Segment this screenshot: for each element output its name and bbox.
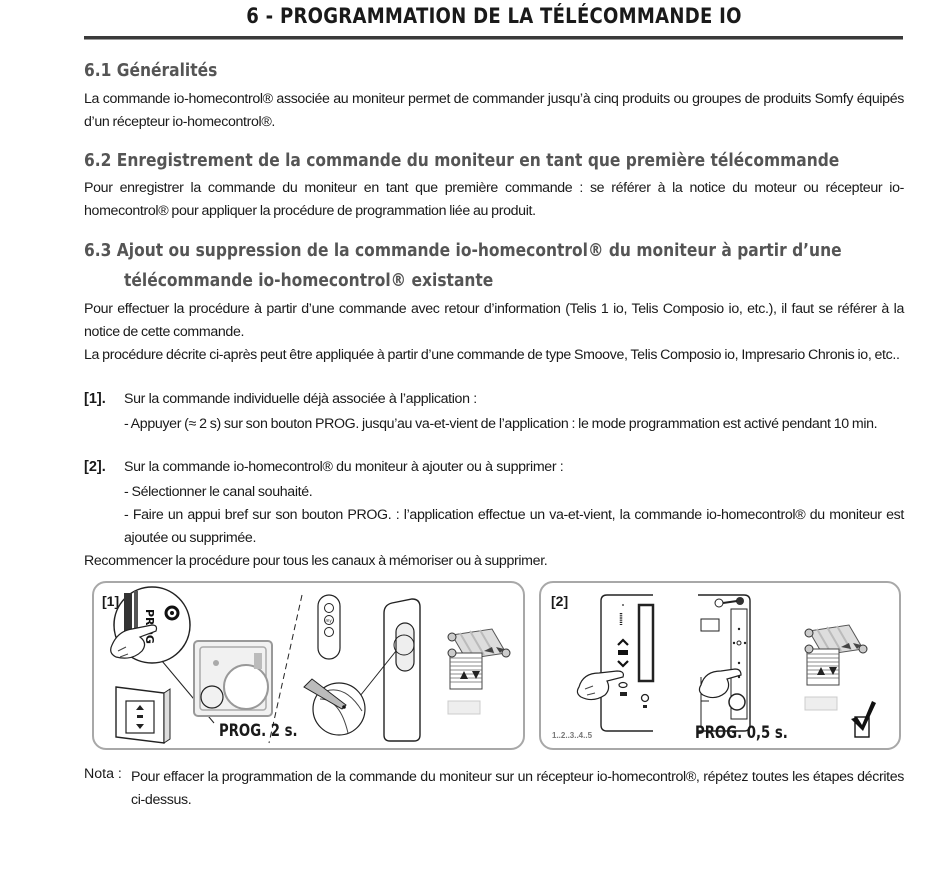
figure-1-label: [1] [102,593,120,609]
svg-text:my: my [325,618,332,623]
step-2-label: [2]. [84,459,106,475]
step-2-substep-1: - Sélectionner le canal souhaité. [124,484,313,500]
figure-2-label: [2] [551,593,569,609]
step-1-label: [1]. [84,391,106,407]
figure-2 [539,581,901,750]
figure-1-illustration [94,583,523,748]
figure-1-caption: PROG. 2 s. [219,721,298,741]
step-2-text: Sur la commande io-homecontrol® du moniteur à ajouter ou à supprimer : [124,459,564,475]
title-rule [84,36,903,39]
closing-paragraph: Recommencer la procédure pour tous les canaux à mémoriser ou à supprimer. [84,553,548,569]
nota-label: Nota : [84,766,122,782]
figure-2-sequence: 1..2..3..4..5 [552,731,593,740]
figure-1 [92,581,525,750]
step-1-substep-1: - Appuyer (≈ 2 s) sur son bouton PROG. jusqu’au va-et-vient de l’application : le mode programmation est activé pendant 10 min. [124,416,878,432]
step-1-text: Sur la commande individuelle déjà associée à l’application : [124,391,477,407]
page-title: 6 - PROGRAMMATION DE LA TÉLÉCOMMANDE IO [246,4,742,28]
section-heading-6-2: 6.2 Enregistrement de la commande du moniteur en tant que première télécommande [84,150,840,171]
step-2-substep-2: - Faire un appui bref sur son bouton PROG. : l’application effectue un va-et-vient, la commande io-homecontrol® du moniteur est ajoutée ou supprimée. [124,507,904,546]
nota-text: Pour effacer la programmation de la commande du moniteur sur un récepteur io-homecontrol®, répétez toutes les étapes décrites ci-dessus. [131,769,904,808]
figure-2-caption: PROG. 0,5 s. [695,723,788,743]
section-heading-6-1: 6.1 Généralités [84,60,218,81]
section-6-1-paragraph: La commande io-homecontrol® associée au moniteur permet de commander jusqu’à cinq produits ou groupes de produits Somfy équipés d’un récepteur io-homecontrol®. [84,91,904,130]
section-heading-6-3-line1: 6.3 Ajout ou suppression de la commande io-homecontrol® du moniteur à partir d’une [84,240,842,261]
section-6-3-paragraph-2: La procédure décrite ci-après peut être appliquée à partir d’une commande de type Smoove, Telis Composio io, Impresario Chronis io, etc.. [84,347,900,363]
section-6-2-paragraph: Pour enregistrer la commande du moniteur en tant que première commande : se référer à la notice du moteur ou récepteur io-homecontrol® pour appliquer la procédure de programmation liée au produit. [84,180,904,219]
checkbox-check-icon [851,701,876,737]
section-6-3-paragraph-1: Pour effectuer la procédure à partir d’une commande avec retour d’information (Telis 1 io, Telis Composio io, etc.), il faut se référer à la notice de cette commande. [84,301,904,340]
section-heading-6-3-line2: télécommande io-homecontrol® existante [124,270,494,291]
